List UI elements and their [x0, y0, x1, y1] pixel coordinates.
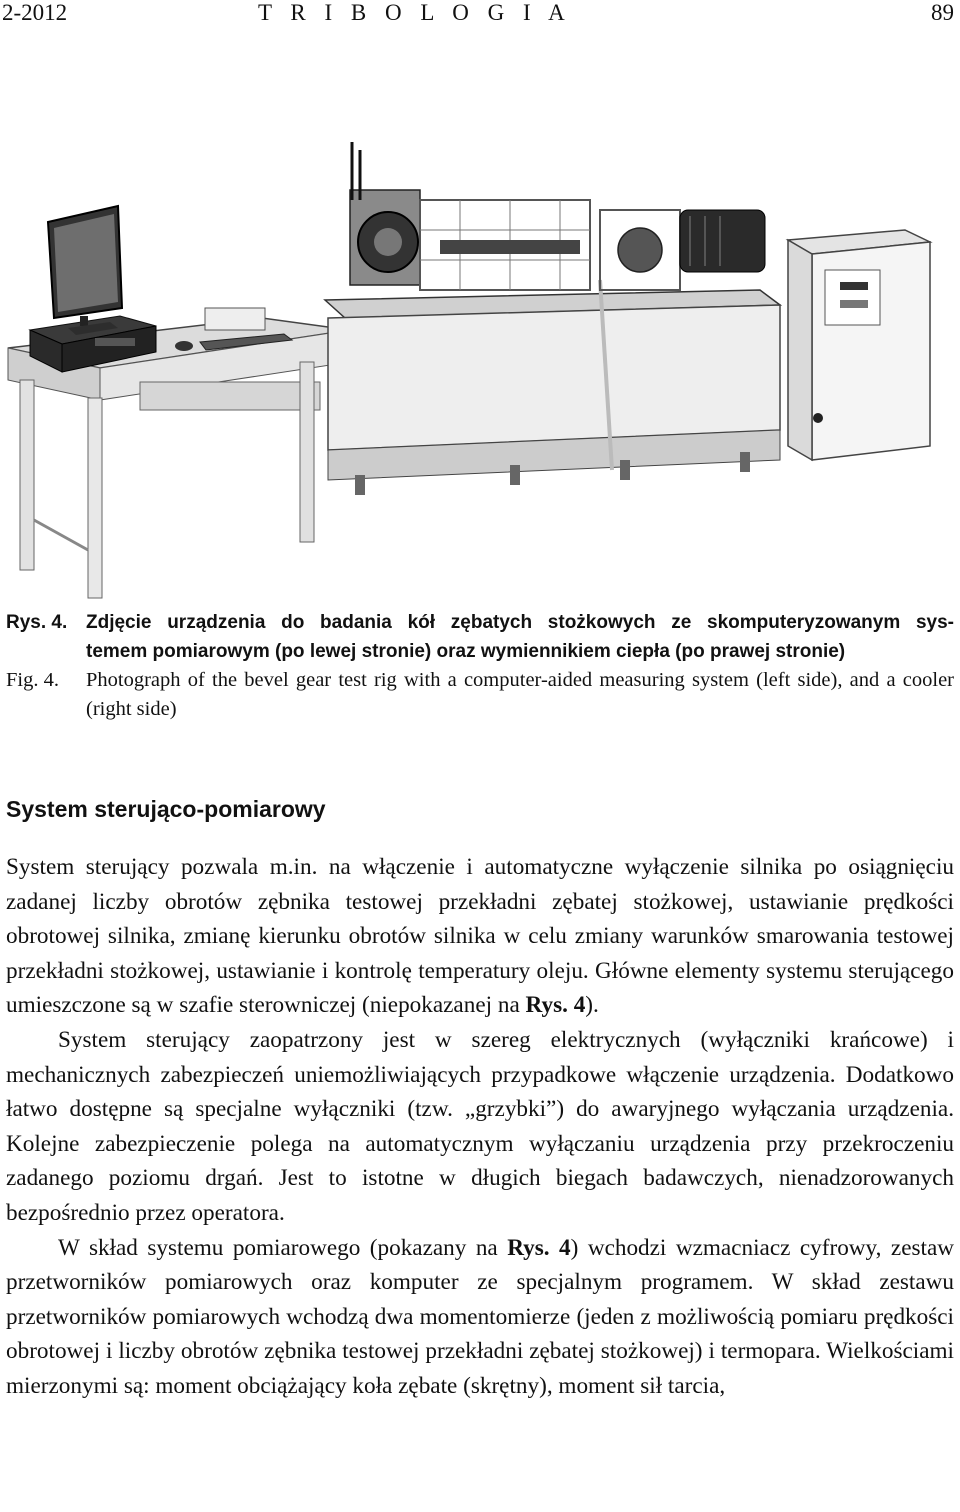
journal-title: T R I B O L O G I A: [258, 0, 572, 25]
paragraph: [6, 850, 954, 1023]
page-header: [0, 0, 960, 30]
caption-label: Rys. 4.: [6, 612, 68, 633]
paragraph: System sterujący zaopatrzony jest w szereg elektrycznych (wyłączniki krańcowe) i mechanicznych zabezpieczeń uniemożliwiających przypadkowe włączenie urządzenia. Dodatkowo łatwo dostępne są specjalne wyłączniki (tzw. „grzybki”) do awaryjnego wyłączania urządzenia. Kolejne zabezpieczenie polega na automatycznym wyłączaniu urządzenia przy przekroczeniu zadanego poziomu drgań. Jest to istotne w długich biegach badawczych, nienadzorowanych bezpośrednio przez operatora.: [6, 1026, 954, 1226]
paragraph-text: ).: [585, 992, 599, 1019]
test-rig-photo: [0, 130, 960, 600]
monitor-icon: [48, 206, 122, 335]
paragraph-text: ) wchodzi wzmacniacz cyfrowy, zestaw przetworników pomiarowych oraz komputer ze specjalnym programem. W skład zestawu przetworników pomiarowych wchodzą dwa momentomierze (jeden z możliwością pomiaru prędkości obrotowej i liczby obrotów zębnika testowej przekładni zębatej stożkowej) i termopara. Wielkościami mierzonymi są: moment obciążający koła zębate (skrętny), moment sił tarcia,: [6, 1234, 954, 1399]
paragraph: [6, 1231, 954, 1404]
test-rig-icon: [325, 142, 780, 495]
section-title: System sterująco-pomiarowy: [6, 796, 326, 822]
caption-line: Zdjęcie urządzenia do badania kół zębatych stożkowych ze skomputeryzowanym sys-: [86, 612, 954, 633]
caption-label: Fig. 4.: [6, 669, 59, 691]
paragraph-text: System sterujący pozwala m.in. na włączenie i automatyczne wyłączenie silnika po osiągnięciu zadanej liczby obrotów zębnika testowej przekładni zębatej stożkowej, ustawianie prędkości obrotowej silnika, zmianę kierunku obrotów silnika w celu zmiany warunków smarowania testowej przekładni stożkowej, ustawianie i kontrolę temperatury oleju. Główne elementy systemu sterującego umieszczone są w szafie sterowniczej (niepokazanej na: [6, 854, 954, 1019]
mouse-icon: [175, 341, 193, 351]
page-number: 89: [931, 0, 954, 25]
issue-number: 2-2012: [2, 0, 68, 25]
caption-text: Photograph of the bevel gear test rig with a computer-aided measuring system (left side), and a cooler (right side): [86, 669, 954, 720]
amplifier-box-icon: [205, 308, 265, 330]
caption-text: [86, 608, 954, 666]
cooler-cabinet-icon: [788, 230, 930, 460]
figure-photo: [0, 130, 960, 600]
body-text: [6, 850, 954, 1404]
figure-reference: Rys. 4: [525, 992, 586, 1019]
caption-line: temem pomiarowym (po lewej stronie) oraz wymiennikiem ciepła (po prawej stronie): [86, 641, 846, 662]
paragraph-text: W skład systemu pomiarowego (pokazany na: [58, 1234, 508, 1261]
figure-reference: Rys. 4: [507, 1234, 571, 1261]
